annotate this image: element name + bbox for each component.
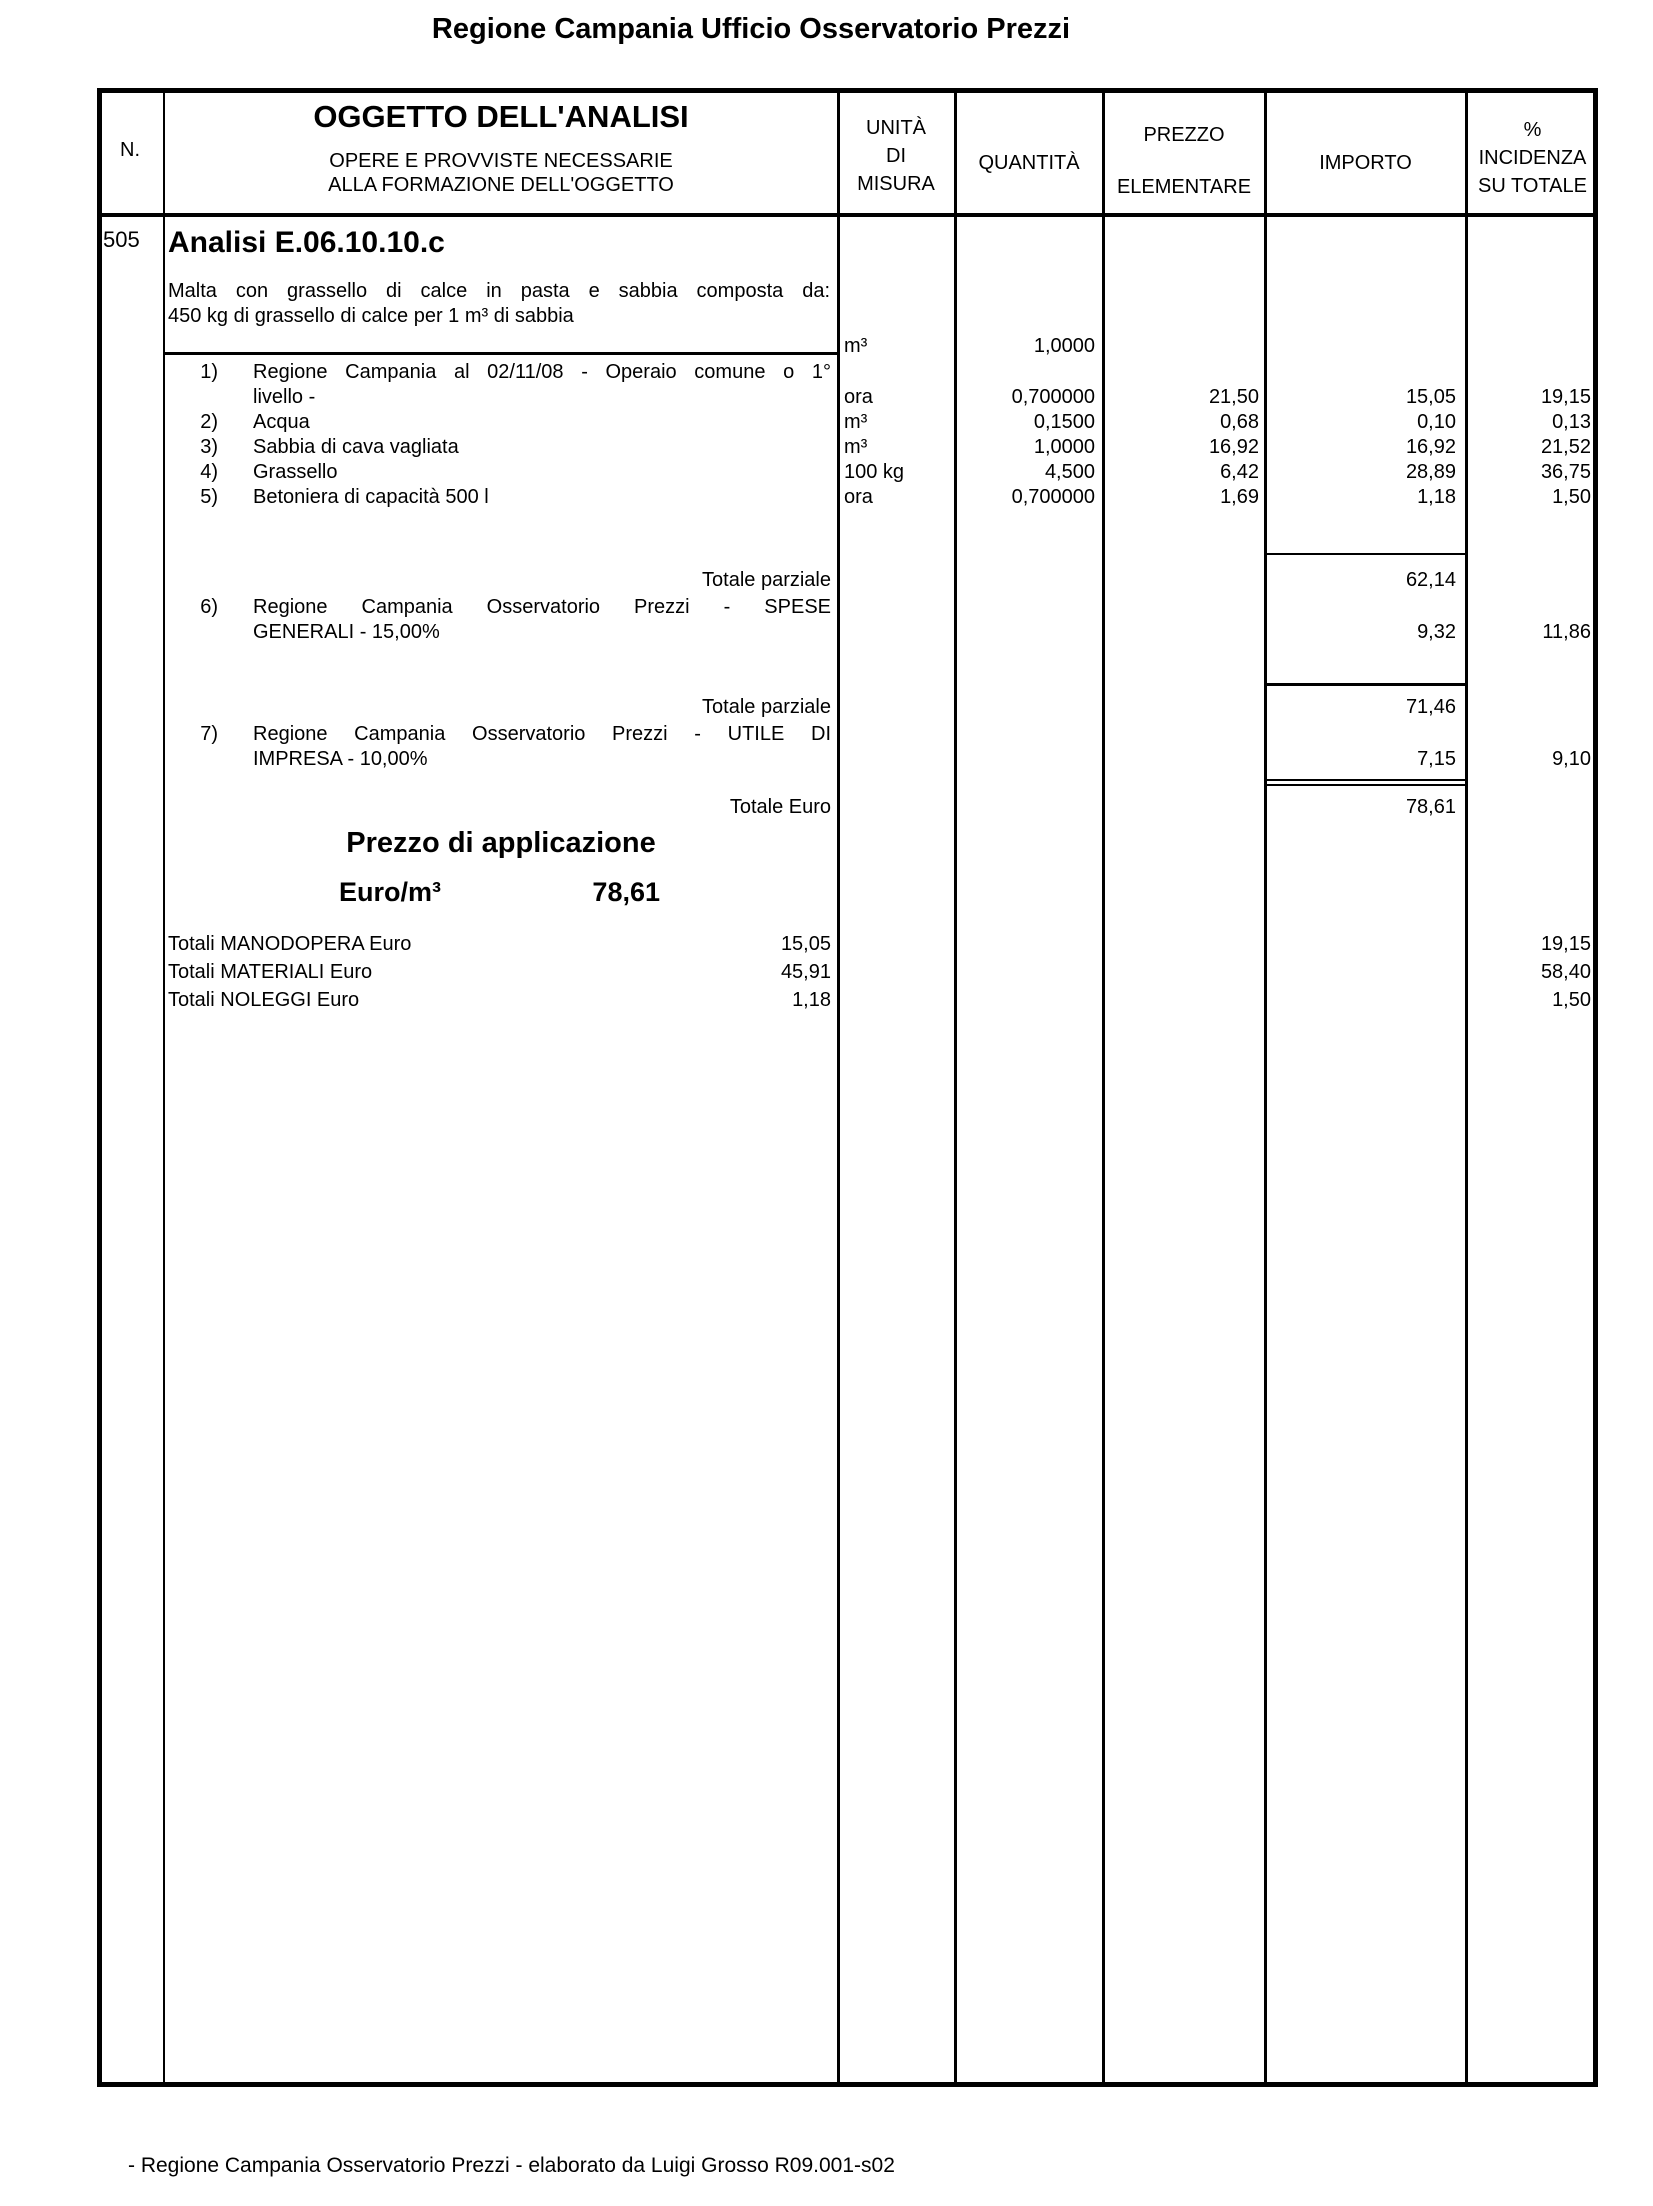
total-euro-row bbox=[0, 795, 1653, 820]
importo-box-double-rule-2 bbox=[1267, 784, 1465, 786]
total-euro-label: Totale Euro bbox=[729, 796, 831, 818]
column-header-unita-line2: DI bbox=[886, 145, 906, 167]
totals-materiali-incidence: 58,40 bbox=[1540, 961, 1591, 983]
item-incidence: 1,50 bbox=[1552, 486, 1591, 508]
totals-noleggi-label: Totali NOLEGGI Euro bbox=[168, 989, 360, 1011]
totals-materiali-amount: 45,91 bbox=[780, 961, 831, 983]
item-values-row bbox=[0, 485, 1653, 510]
item-unit-price: 1,69 bbox=[1220, 486, 1259, 508]
page-title: Regione Campania Ufficio Osservatorio Prezzi bbox=[431, 13, 1071, 45]
item-number: 2) bbox=[200, 411, 218, 433]
item-text: Grassello bbox=[253, 461, 338, 483]
item-unit: m³ bbox=[844, 411, 868, 433]
item-quantity: 1,0000 bbox=[1033, 436, 1095, 458]
item-amount: 15,05 bbox=[1405, 386, 1456, 408]
subtotal2-row bbox=[0, 695, 1653, 720]
item-text: Acqua bbox=[253, 411, 310, 433]
item-unit: ora bbox=[844, 386, 873, 408]
object-measure-row bbox=[0, 334, 1653, 359]
item-text-line2: IMPRESA - 10,00% bbox=[253, 748, 428, 770]
item-incidence: 0,13 bbox=[1552, 411, 1591, 433]
totals-manodopera-amount: 15,05 bbox=[780, 933, 831, 955]
subtotal1-label: Totale parziale bbox=[702, 569, 831, 591]
subtotal1-row bbox=[0, 568, 1653, 593]
item-text-line2: livello - bbox=[253, 386, 316, 408]
item-quantity: 0,700000 bbox=[1011, 486, 1095, 508]
footer-note: - Regione Campania Osservatorio Prezzi - elaborato da Luigi Grosso R09.001-s02 bbox=[128, 2154, 895, 2177]
item-values-row bbox=[0, 460, 1653, 485]
column-header-unita bbox=[839, 114, 953, 198]
column-header-prezzo-line1: PREZZO bbox=[1143, 124, 1225, 146]
item-text-line2: GENERALI - 15,00% bbox=[253, 621, 440, 643]
item-amount: 1,18 bbox=[1417, 486, 1456, 508]
item-incidence: 11,86 bbox=[1542, 621, 1591, 643]
item-amount: 9,32 bbox=[1417, 621, 1456, 643]
item-text-line1: Regione Campania Osservatorio Prezzi - UTILE DI bbox=[253, 723, 831, 745]
item-unit-price: 6,42 bbox=[1220, 461, 1259, 483]
analysis-description-line2: 450 kg di grassello di calce per 1 m³ di sabbia bbox=[168, 305, 574, 327]
item-quantity: 4,500 bbox=[1044, 461, 1095, 483]
subtotal1-amount: 62,14 bbox=[1405, 569, 1456, 591]
item-values-row bbox=[0, 385, 1653, 410]
description-underline bbox=[165, 352, 837, 355]
item-number: 6) bbox=[200, 596, 218, 618]
header-bottom-rule bbox=[97, 213, 1598, 217]
application-price-title: Prezzo di applicazione bbox=[346, 827, 656, 859]
column-header-n: N. bbox=[120, 139, 140, 161]
item-values-row bbox=[0, 620, 1653, 645]
column-header-oggetto-sub2: ALLA FORMAZIONE DELL'OGGETTO bbox=[328, 174, 674, 196]
application-price-value: 78,61 bbox=[592, 877, 660, 907]
totals-manodopera-incidence: 19,15 bbox=[1540, 933, 1591, 955]
item-text: Betoniera di capacità 500 l bbox=[253, 486, 489, 508]
item-amount: 28,89 bbox=[1405, 461, 1456, 483]
item-values-row bbox=[0, 410, 1653, 435]
item-number: 3) bbox=[200, 436, 218, 458]
item-number: 5) bbox=[200, 486, 218, 508]
column-header-oggetto-sub1: OPERE E PROVVISTE NECESSARIE bbox=[329, 150, 673, 172]
analysis-row-number: 505 bbox=[103, 227, 140, 252]
analysis-description bbox=[168, 279, 830, 329]
column-header-oggetto-title: OGGETTO DELL'ANALISI bbox=[313, 99, 689, 134]
item-incidence: 9,10 bbox=[1552, 748, 1591, 770]
object-unit: m³ bbox=[844, 335, 868, 357]
column-header-incidenza-line2: INCIDENZA bbox=[1478, 147, 1587, 169]
item-unit-price: 16,92 bbox=[1208, 436, 1259, 458]
item-quantity: 0,1500 bbox=[1033, 411, 1095, 433]
item-unit: m³ bbox=[844, 436, 868, 458]
column-header-incidenza bbox=[1468, 116, 1597, 200]
analysis-description-line1: Malta con grassello di calce in pasta e sabbia composta da: bbox=[168, 280, 830, 302]
item-text-line1: Regione Campania al 02/11/08 - Operaio comune o 1° bbox=[253, 361, 831, 383]
item-number: 7) bbox=[200, 723, 218, 745]
subtotal2-label: Totale parziale bbox=[702, 696, 831, 718]
item-unit-price: 0,68 bbox=[1220, 411, 1259, 433]
importo-box-rule-middle bbox=[1267, 683, 1465, 686]
column-header-incidenza-line3: SU TOTALE bbox=[1478, 175, 1587, 197]
item-text: Sabbia di cava vagliata bbox=[253, 436, 459, 458]
item-amount: 7,15 bbox=[1417, 748, 1456, 770]
column-header-unita-line1: UNITÀ bbox=[866, 117, 926, 139]
item-unit: ora bbox=[844, 486, 873, 508]
column-header-incidenza-line1: % bbox=[1523, 119, 1542, 141]
item-incidence: 21,52 bbox=[1540, 436, 1591, 458]
analysis-code-title: Analisi E.06.10.10.c bbox=[168, 226, 445, 259]
totals-materiali-label: Totali MATERIALI Euro bbox=[168, 961, 373, 983]
importo-box-double-rule-1 bbox=[1267, 779, 1465, 781]
totals-noleggi-amount: 1,18 bbox=[792, 989, 831, 1011]
totals-manodopera-label: Totali MANODOPERA Euro bbox=[168, 933, 412, 955]
item-unit: 100 kg bbox=[844, 461, 905, 483]
item-incidence: 36,75 bbox=[1540, 461, 1591, 483]
total-euro-amount: 78,61 bbox=[1405, 796, 1456, 818]
item-amount: 16,92 bbox=[1405, 436, 1456, 458]
column-header-quantita: QUANTITÀ bbox=[978, 152, 1080, 174]
column-header-prezzo-line2: ELEMENTARE bbox=[1116, 176, 1252, 198]
item-quantity: 0,700000 bbox=[1011, 386, 1095, 408]
item-amount: 0,10 bbox=[1417, 411, 1456, 433]
item-number: 4) bbox=[200, 461, 218, 483]
item-values-row bbox=[0, 435, 1653, 460]
item-text-line1: Regione Campania Osservatorio Prezzi - SPESE bbox=[253, 596, 831, 618]
subtotal2-amount: 71,46 bbox=[1405, 696, 1456, 718]
column-header-unita-line3: MISURA bbox=[857, 173, 935, 195]
application-price-unit: Euro/m³ bbox=[339, 877, 442, 907]
object-quantity: 1,0000 bbox=[1033, 335, 1095, 357]
item-number: 1) bbox=[200, 361, 218, 383]
item-incidence: 19,15 bbox=[1540, 386, 1591, 408]
totals-noleggi-incidence: 1,50 bbox=[1552, 989, 1591, 1011]
importo-box-rule-top bbox=[1267, 553, 1465, 555]
item-unit-price: 21,50 bbox=[1208, 386, 1259, 408]
item-values-row bbox=[0, 747, 1653, 772]
column-header-importo: IMPORTO bbox=[1319, 152, 1412, 174]
